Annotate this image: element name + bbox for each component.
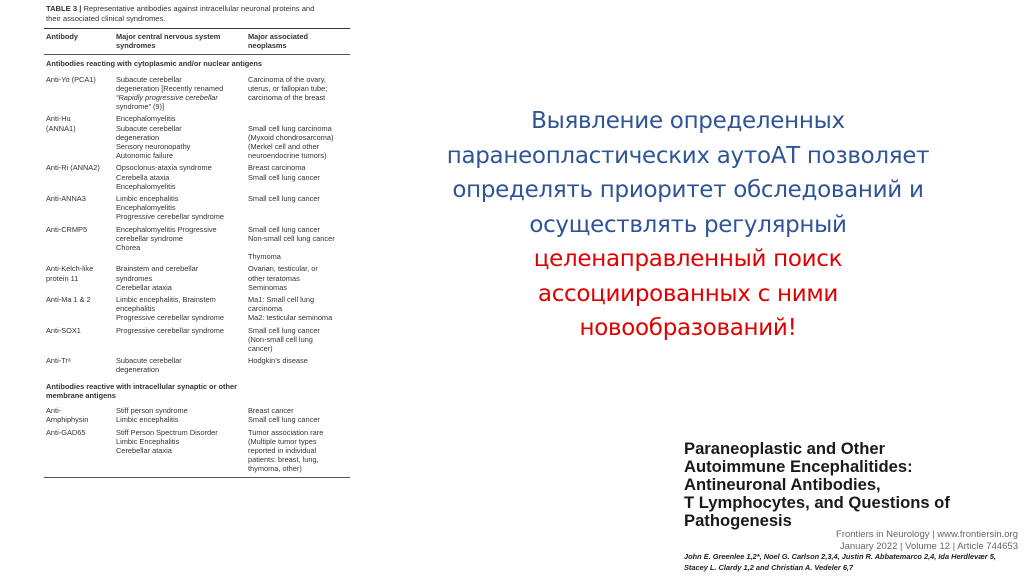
antibody-line: Anti-Trᵃ <box>46 356 71 366</box>
syndromes-line: Limbic encephalitis <box>116 415 179 425</box>
syndromes-line: Progressive cerebellar syndrome <box>116 313 225 323</box>
table-row <box>44 194 350 222</box>
table-row <box>44 356 350 374</box>
antibody-table-image <box>44 4 350 574</box>
antibody-line: Anti-GAD65 <box>46 427 86 437</box>
header-antibody-text: Antibody <box>46 32 79 41</box>
cell-syndromes <box>116 428 248 474</box>
statement-line: определять приоритет обследований и <box>452 177 924 203</box>
article-title-line: Paraneoplastic and Other <box>684 439 886 458</box>
statement-line: Выявление определенных <box>531 108 845 134</box>
neoplasms-line: Non-small cell lung cancer <box>248 233 335 243</box>
syndromes-line: Opsoclonus-ataxia syndrome <box>116 163 212 173</box>
syndromes-line: Sensory neuronopathy <box>116 142 191 152</box>
syndromes-line: Limbic encephalitis, Brainstem <box>116 295 216 305</box>
antibody-line: Amphiphysin <box>46 415 89 425</box>
table-caption <box>46 4 350 24</box>
rows-membrane <box>44 406 350 473</box>
article-title-line: Pathogenesis <box>684 511 792 530</box>
syndromes-line: cerebellar syndrome <box>116 233 183 243</box>
syndromes-line: syndromes <box>116 273 153 283</box>
antibody-line: Anti-Yo (PCA1) <box>46 74 96 84</box>
cell-syndromes <box>116 406 248 424</box>
syndromes-line: Subacute cerebellar <box>116 123 182 133</box>
neoplasms-line: other teratomas <box>248 273 300 283</box>
neoplasms-line <box>248 243 348 252</box>
syndromes-line: Progressive cerebellar syndrome <box>116 212 225 222</box>
cell-antibody <box>46 326 116 354</box>
neoplasms-line: Seminomas <box>248 282 288 292</box>
neoplasms-line: (Merkel cell and other <box>248 142 320 152</box>
table-row <box>44 163 350 191</box>
syndromes-line: Progressive cerebellar syndrome <box>116 325 225 335</box>
syndromes-line: Brainstem and cerebellar <box>116 264 199 274</box>
rows-cytoplasmic <box>44 75 350 375</box>
table-bottom-rule <box>44 477 350 478</box>
header-neoplasms-line: Major associated <box>248 32 308 41</box>
cell-neoplasms <box>248 194 348 222</box>
syndromes-line: Encephalomyelitis Progressive <box>116 224 217 234</box>
neoplasms-line: Ovarian, testicular, or <box>248 264 318 274</box>
table-row <box>44 406 350 424</box>
authors-line: John E. Greenlee 1,2*, Noel G. Carlson 2,3,4, Justin R. Abbatemarco 2,4, Ida Herdlevær 5, <box>684 552 996 561</box>
cell-syndromes <box>116 75 248 112</box>
antibody-line: protein 11 <box>46 273 79 283</box>
neoplasms-line: Hodgkin’s disease <box>248 356 308 366</box>
syndromes-line: Stiff Person Spectrum Disorder <box>116 427 218 437</box>
neoplasms-line: thymoma, other) <box>248 464 302 474</box>
table-row <box>44 114 350 160</box>
syndromes-line: Subacute cerebellar <box>116 74 182 84</box>
article-title-line: Autoimmune Encephalitides: <box>684 457 913 476</box>
cell-neoplasms <box>248 326 348 354</box>
cell-antibody <box>46 295 116 323</box>
neoplasms-line: Small cell lung cancer <box>248 415 320 425</box>
neoplasms-line <box>248 114 348 123</box>
cell-neoplasms <box>248 428 348 474</box>
antibody-line: Anti- <box>46 406 62 416</box>
cell-antibody <box>46 356 116 374</box>
neoplasms-line: Ma2: testicular seminoma <box>248 313 333 323</box>
header-neoplasms <box>248 32 348 50</box>
header-syndromes-line: syndromes <box>116 41 156 51</box>
antibody-line: Anti-CRMP5 <box>46 224 88 234</box>
syndromes-line: Cerebella ataxia <box>116 172 170 182</box>
neoplasms-line: Small cell lung cancer <box>248 194 320 204</box>
cell-syndromes <box>116 356 248 374</box>
antibody-line: Anti-SOX1 <box>46 325 81 335</box>
cell-syndromes <box>116 194 248 222</box>
statement-line: осуществлять регулярный <box>529 211 847 238</box>
table-row <box>44 428 350 474</box>
article-title-line: T Lymphocytes, and Questions of <box>684 493 950 512</box>
table-header-row <box>44 29 350 54</box>
authors-line: Stacey L. Clardy 1,2 and Christian A. Vedeler 6,7 <box>684 562 854 572</box>
issue-line: January 2022 | Volume 12 | Article 744653 <box>839 541 1018 552</box>
neoplasms-line: Breast carcinoma <box>248 163 306 173</box>
cell-syndromes <box>116 163 248 191</box>
header-antibody <box>46 32 116 50</box>
cell-neoplasms <box>248 114 348 160</box>
antibody-line: Anti-Kelch-like <box>46 264 94 274</box>
neoplasms-line: carcinoma of the breast <box>248 93 326 103</box>
neoplasms-line: reported in individual <box>248 445 317 455</box>
neoplasms-line: Small cell lung cancer <box>248 224 320 234</box>
header-syndromes <box>116 32 248 50</box>
syndromes-line: Stiff person syndrome <box>116 406 188 416</box>
syndromes-line: Limbic Encephalitis <box>116 436 180 446</box>
neoplasms-line: neuroendocrine tumors) <box>248 151 327 161</box>
cell-syndromes <box>116 225 248 262</box>
cell-neoplasms <box>248 225 348 262</box>
syndromes-line: degeneration <box>116 365 160 375</box>
antibody-line: (ANNA1) <box>46 123 76 133</box>
cell-antibody <box>46 163 116 191</box>
article-title <box>684 440 1020 530</box>
syndromes-line: Cerebellar ataxia <box>116 445 172 455</box>
antibody-line: Anti-Ri (ANNA2) <box>46 163 100 173</box>
neoplasms-line: (Myxoid chondrosarcoma) <box>248 132 334 142</box>
neoplasms-line: (Non-small cell lung <box>248 334 313 344</box>
cell-neoplasms <box>248 75 348 112</box>
main-statement <box>392 104 984 346</box>
neoplasms-line: (Multiple tumor types <box>248 436 317 446</box>
article-authors <box>684 552 996 573</box>
neoplasms-line: uterus, or fallopian tube; <box>248 83 328 93</box>
section-membrane-line: membrane antigens <box>46 390 116 400</box>
neoplasms-line: Carcinoma of the ovary, <box>248 74 326 84</box>
syndromes-line: Autonomic failure <box>116 151 174 161</box>
table-row <box>44 295 350 323</box>
cell-antibody <box>46 225 116 262</box>
cell-syndromes <box>116 295 248 323</box>
section-cytoplasmic-heading: Antibodies reacting with cytoplasmic and/or nuclear antigens <box>46 59 263 69</box>
neoplasms-line: Small cell lung carcinoma <box>248 123 332 133</box>
neoplasms-line: Small cell lung cancer <box>248 325 320 335</box>
header-syndromes-line: Major central nervous system <box>116 32 221 41</box>
journal-line: Frontiers in Neurology | www.frontiersin.org <box>836 529 1018 540</box>
article-reference <box>684 440 1020 574</box>
table-row <box>44 75 350 112</box>
cell-neoplasms <box>248 163 348 191</box>
cell-syndromes <box>116 114 248 160</box>
article-title-line: Antineuronal Antibodies, <box>684 475 881 494</box>
syndromes-line: syndrome” (9)] <box>116 102 165 112</box>
section-membrane-line: Antibodies reactive with intracellular synaptic or other <box>46 381 237 391</box>
neoplasms-line: Breast cancer <box>248 406 294 416</box>
neoplasms-line: patients: breast, lung, <box>248 455 319 465</box>
antibody-line: Anti-Ma 1 & 2 <box>46 295 91 305</box>
syndromes-line: degeneration <box>116 132 160 142</box>
neoplasms-line: carcinoma <box>248 304 283 314</box>
cell-neoplasms <box>248 295 348 323</box>
section-membrane-heading <box>44 378 350 403</box>
cell-antibody <box>46 114 116 160</box>
cell-antibody <box>46 75 116 112</box>
cell-antibody <box>46 264 116 292</box>
syndromes-line: Subacute cerebellar <box>116 356 182 366</box>
header-neoplasms-line: neoplasms <box>248 41 287 51</box>
table-caption-line: Representative antibodies against intracellular neuronal proteins and <box>83 4 315 13</box>
statement-highlight-line: новообразований! <box>579 315 797 341</box>
antibody-line: Anti-Hu <box>46 114 71 124</box>
antibody-line: Anti-ANNA3 <box>46 194 86 204</box>
cell-antibody <box>46 194 116 222</box>
statement-line: паранеопластических аутоАТ позволяет <box>446 142 930 169</box>
cell-syndromes <box>116 326 248 354</box>
neoplasms-line: Ma1: Small cell lung <box>248 295 315 305</box>
syndromes-line: “Rapidly progressive cerebellar <box>116 93 218 103</box>
neoplasms-line: cancer) <box>248 344 273 354</box>
neoplasms-line: Tumor association rare <box>248 427 324 437</box>
syndromes-line: degeneration [Recently renamed <box>116 83 224 93</box>
statement-highlight-line: целенаправленный поиск <box>533 246 843 272</box>
cell-syndromes <box>116 264 248 292</box>
cell-antibody <box>46 428 116 474</box>
article-meta <box>836 529 1018 553</box>
cell-neoplasms <box>248 356 348 374</box>
cell-antibody <box>46 406 116 424</box>
syndromes-line: Encephalomyelitis <box>116 203 176 213</box>
syndromes-line: Chorea <box>116 243 141 253</box>
table-row <box>44 264 350 292</box>
statement-highlight-line: ассоциированных с ними <box>537 280 839 307</box>
table-row <box>44 225 350 262</box>
neoplasms-line: Small cell lung cancer <box>248 172 320 182</box>
syndromes-line: Limbic encephalitis <box>116 194 179 204</box>
syndromes-line: encephalitis <box>116 304 156 314</box>
table-caption-line: their associated clinical syndromes. <box>46 14 166 23</box>
syndromes-line: Encephalomyelitis <box>116 181 176 191</box>
neoplasms-line: Thymoma <box>248 252 281 262</box>
syndromes-line: Encephalomyelitis <box>116 114 176 124</box>
cell-neoplasms <box>248 264 348 292</box>
table-row <box>44 326 350 354</box>
syndromes-line: Cerebellar ataxia <box>116 282 172 292</box>
cell-neoplasms <box>248 406 348 424</box>
table-caption-label: TABLE 3 | <box>46 4 82 13</box>
